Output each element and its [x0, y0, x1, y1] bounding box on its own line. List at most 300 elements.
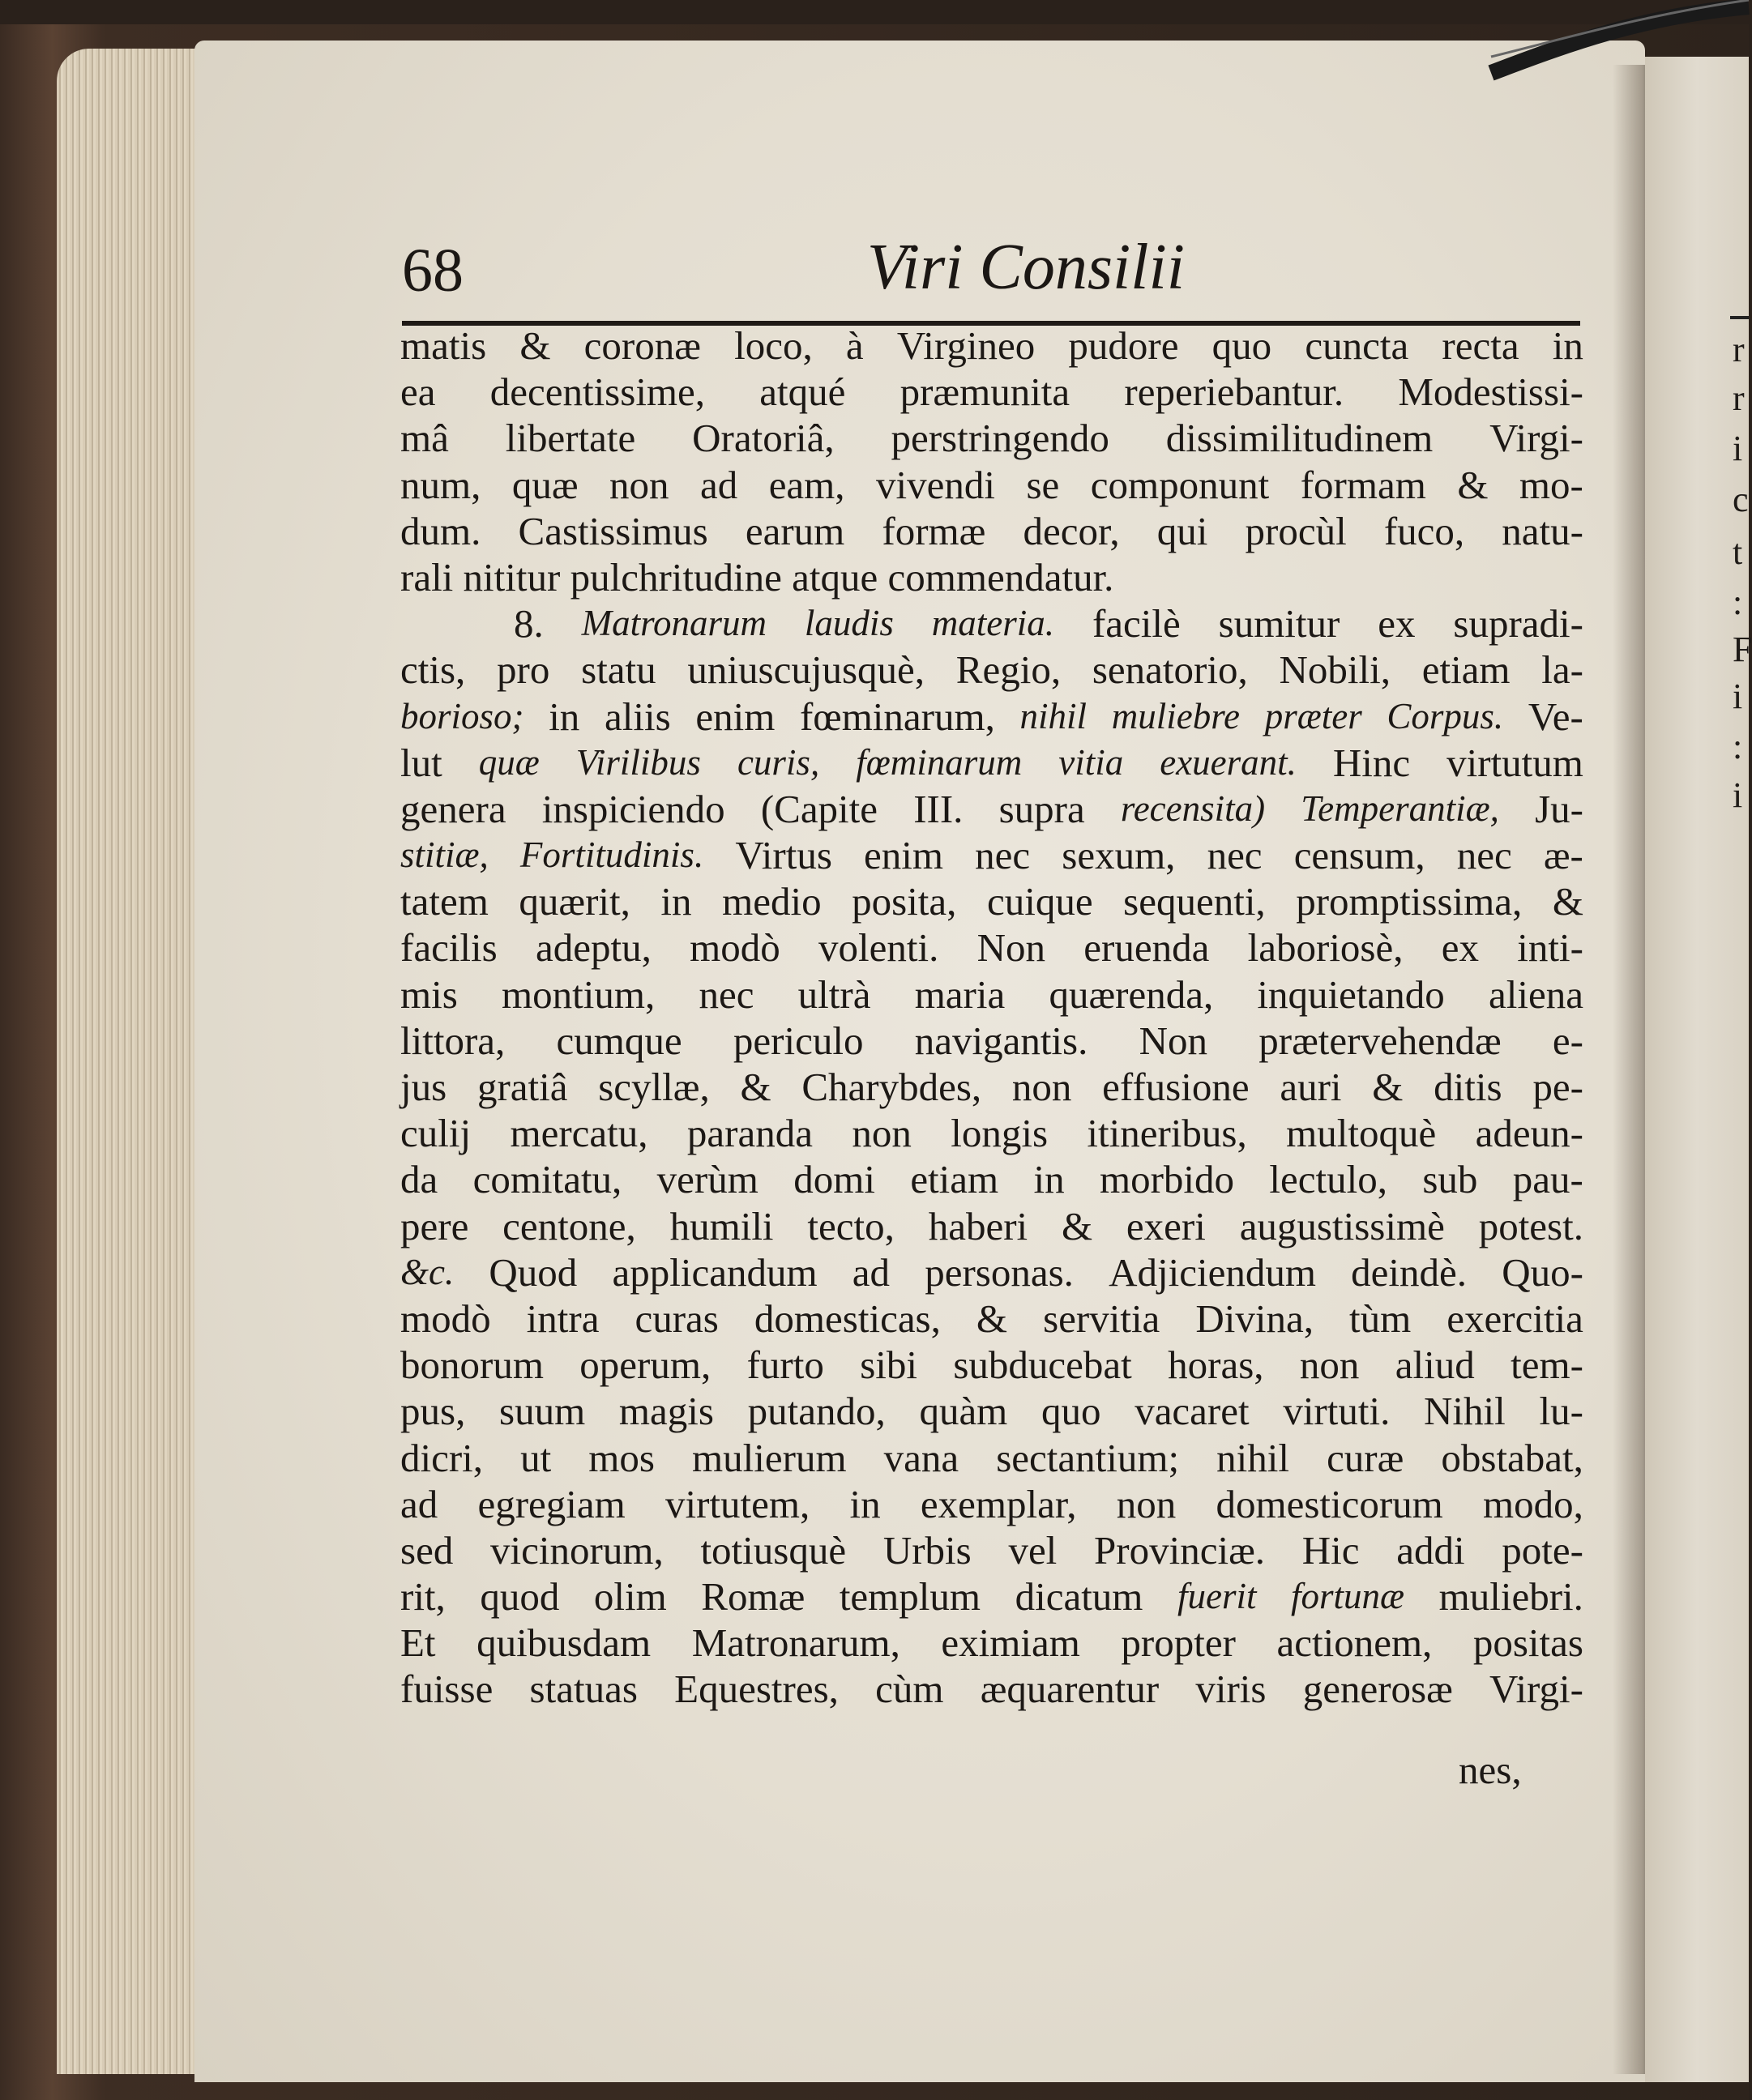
word: dicri,: [400, 1435, 484, 1480]
word: domi: [793, 1157, 875, 1202]
text-line: [400, 1481, 1583, 1527]
word: atque: [792, 554, 888, 600]
word: vivendi: [876, 462, 996, 507]
facing-page-rule: [1730, 316, 1749, 319]
word: vana: [883, 1435, 959, 1480]
word: natu-: [1502, 508, 1583, 553]
word: nititur: [463, 554, 570, 600]
text-line: [400, 1573, 1583, 1620]
word: fortunæ: [1291, 1576, 1405, 1617]
word: Charybdes,: [801, 1065, 982, 1109]
word: servitia: [1043, 1295, 1160, 1341]
word: volenti.: [818, 925, 939, 971]
word: auri: [1280, 1065, 1342, 1109]
word: lut: [400, 740, 442, 785]
word: personas.: [925, 1249, 1074, 1295]
catchword: nes,: [1459, 1748, 1522, 1792]
word: à: [845, 323, 864, 368]
word: Regio,: [955, 647, 1062, 693]
word: æquarentur: [980, 1667, 1160, 1712]
word: Castissimus: [518, 508, 708, 553]
word: Provinciæ.: [1094, 1527, 1266, 1573]
word: navigantis.: [914, 1018, 1088, 1063]
word: Hinc: [1332, 740, 1411, 785]
text-line: [400, 832, 1583, 878]
word: maria: [914, 971, 1006, 1017]
word: templum: [839, 1574, 981, 1620]
word: addi: [1396, 1527, 1465, 1573]
text-line: [400, 694, 1583, 740]
word: bonorum: [400, 1342, 544, 1388]
text-line: [400, 462, 1583, 508]
word: cuncta: [1305, 323, 1409, 368]
word: nec: [699, 971, 754, 1017]
word: longis: [951, 1111, 1049, 1156]
text-line: [400, 647, 1583, 693]
word: lu-: [1539, 1389, 1583, 1434]
word: nihil: [1019, 695, 1088, 736]
word: qui: [1156, 508, 1208, 553]
body-text: [400, 322, 1583, 1713]
word: senatorio,: [1092, 647, 1248, 693]
word: (Capite: [760, 786, 878, 831]
word: supra: [998, 786, 1085, 831]
word: pus,: [400, 1389, 466, 1434]
word: non: [852, 1111, 912, 1156]
word: non: [1299, 1342, 1360, 1388]
word: nihil: [1216, 1435, 1289, 1480]
word: Fortitudinis.: [519, 834, 704, 876]
facing-fragment: r: [1733, 378, 1745, 418]
word: fuerit: [1177, 1576, 1257, 1617]
word: fuisse: [400, 1667, 494, 1712]
word: formam: [1300, 462, 1426, 507]
word: Matronarum: [581, 603, 767, 644]
word: ad: [852, 1249, 891, 1295]
text-line: [400, 1342, 1583, 1388]
text-line: [400, 1249, 1583, 1295]
text-line: [400, 1018, 1583, 1064]
word: aliena: [1488, 971, 1583, 1017]
word: &c.: [400, 1251, 455, 1292]
word: medio: [722, 879, 822, 924]
word: perstringendo: [891, 416, 1109, 461]
word: ultrà: [797, 971, 871, 1017]
text-line: [400, 554, 1583, 600]
text-line: [400, 878, 1583, 924]
word: muliebre: [1111, 695, 1241, 736]
word: Ju-: [1535, 786, 1583, 831]
word: libertate: [505, 416, 636, 461]
word: præmunita: [900, 369, 1070, 415]
word: eam,: [768, 462, 845, 507]
word: Quod: [489, 1249, 578, 1295]
word: non: [609, 462, 669, 507]
text-line: [400, 1064, 1583, 1110]
word: supradi-: [1453, 601, 1583, 647]
word: scyllæ,: [598, 1065, 710, 1109]
word: suum: [499, 1389, 586, 1434]
word: adeptu,: [536, 925, 652, 971]
page-header: [402, 231, 1580, 320]
text-line: [400, 740, 1583, 786]
word: haberi: [928, 1203, 1028, 1248]
word: etiam: [910, 1157, 999, 1202]
text-line: [400, 1666, 1583, 1712]
word: itineribus,: [1087, 1111, 1247, 1156]
word: &: [976, 1295, 1008, 1341]
word: dum.: [400, 508, 481, 553]
word: muliebri.: [1438, 1574, 1583, 1620]
word: paranda: [686, 1111, 813, 1156]
word: totiusquè: [700, 1527, 847, 1573]
word: vel: [1008, 1527, 1058, 1573]
word: cuique: [986, 879, 1093, 924]
word: stitiæ,: [400, 834, 489, 876]
word: aliis: [604, 694, 671, 739]
word: formæ: [882, 508, 986, 553]
word: humili: [669, 1203, 774, 1248]
facing-fragment: t: [1733, 532, 1743, 572]
word: ex: [1441, 925, 1480, 971]
word: verùm: [656, 1157, 758, 1202]
facing-fragment: i: [1733, 677, 1743, 716]
word: Nihil: [1424, 1389, 1506, 1434]
text-line: [400, 1388, 1583, 1434]
word: vacaret: [1135, 1389, 1250, 1434]
word: tecto,: [807, 1203, 895, 1248]
word: potest.: [1478, 1203, 1583, 1248]
word: censum,: [1293, 833, 1425, 878]
facing-fragment: :: [1733, 727, 1743, 766]
word: statu: [581, 647, 656, 693]
word: dissimilitudinem: [1165, 416, 1434, 461]
word: da: [400, 1157, 438, 1202]
word: rali: [400, 554, 464, 600]
text-line: [400, 1295, 1583, 1342]
word: quæ: [511, 462, 579, 507]
word: adeun-: [1475, 1111, 1583, 1156]
word: quærit,: [519, 879, 630, 924]
word: inti-: [1517, 925, 1583, 971]
word: culij: [400, 1111, 472, 1156]
word: Non: [1139, 1018, 1208, 1063]
word: rit,: [400, 1574, 446, 1620]
word: loco,: [734, 323, 813, 368]
word: generosæ: [1302, 1667, 1453, 1712]
word: centone,: [502, 1203, 636, 1248]
text-line: [400, 322, 1583, 369]
word: laudis: [804, 603, 894, 644]
text-line: [400, 971, 1583, 1018]
word: augustissimè: [1239, 1203, 1445, 1248]
word: non: [1011, 1065, 1072, 1109]
word: facilis: [400, 925, 498, 971]
facing-fragment: i: [1733, 775, 1743, 815]
word: nec: [1456, 833, 1512, 878]
word: gratiâ: [476, 1065, 568, 1109]
word: positas: [1472, 1620, 1583, 1666]
facing-fragment: F: [1733, 630, 1752, 669]
word: sequenti,: [1123, 879, 1266, 924]
word: Temperantiæ,: [1301, 788, 1499, 829]
word: modo,: [1483, 1481, 1583, 1526]
word: Equestres,: [674, 1667, 839, 1712]
word: mercatu,: [510, 1111, 648, 1156]
word: pro: [497, 647, 550, 693]
word: pulchritudine: [570, 554, 793, 600]
word: reperiebantur.: [1124, 369, 1344, 415]
word: ut: [520, 1435, 552, 1480]
word: montium,: [502, 971, 656, 1017]
word: Hic: [1301, 1527, 1360, 1573]
word: &: [1552, 879, 1583, 924]
word: decentissime,: [489, 369, 706, 415]
word: Romæ: [701, 1574, 805, 1620]
word: recta: [1442, 323, 1519, 368]
word: borioso;: [400, 695, 524, 736]
word: &: [519, 323, 551, 368]
word: in: [849, 1481, 881, 1526]
word: &: [1457, 462, 1489, 507]
word: multoquè: [1286, 1111, 1437, 1156]
word: Urbis: [882, 1527, 972, 1573]
word: deindè.: [1351, 1249, 1468, 1295]
word: præter: [1264, 695, 1362, 736]
word: sub: [1422, 1157, 1478, 1202]
word: vitia: [1058, 741, 1124, 783]
word: æ-: [1543, 833, 1583, 878]
word: modò: [400, 1295, 491, 1341]
word: Virtus: [735, 833, 832, 878]
word: exeri: [1126, 1203, 1206, 1248]
word: promptissima,: [1296, 879, 1523, 924]
word: eximiam: [941, 1620, 1080, 1666]
word: pere: [400, 1203, 469, 1248]
word: procùl: [1245, 508, 1347, 553]
word: matis: [400, 323, 487, 368]
word: quod: [480, 1574, 560, 1620]
word: 8.: [514, 601, 544, 647]
facing-fragment: i: [1733, 429, 1743, 468]
bookmark-ribbon: [1491, 0, 1749, 89]
word: statuas: [529, 1667, 638, 1712]
facing-fragment: c: [1733, 480, 1749, 519]
word: ea: [400, 369, 436, 415]
word: mis: [400, 971, 458, 1017]
word: prætervehendæ: [1258, 1018, 1502, 1063]
word: curis,: [737, 741, 820, 783]
word: operum,: [579, 1342, 711, 1388]
word: virtutum: [1446, 740, 1583, 785]
word: coronæ: [583, 323, 701, 368]
word: decor,: [1023, 508, 1120, 553]
word: eruenda: [1083, 925, 1210, 971]
word: tùm: [1349, 1295, 1412, 1341]
word: morbido: [1100, 1157, 1235, 1202]
word: Divina,: [1195, 1295, 1314, 1341]
text-line: [400, 924, 1583, 971]
text-line: [400, 369, 1583, 415]
word: in: [549, 694, 580, 739]
word: Corpus.: [1387, 695, 1504, 736]
word: cùm: [875, 1667, 944, 1712]
word: subducebat: [953, 1342, 1132, 1388]
word: ad: [699, 462, 738, 507]
word: ad: [400, 1481, 438, 1526]
word: quæ: [478, 741, 540, 783]
word: virtutem,: [665, 1481, 810, 1526]
word: comitatu,: [472, 1157, 622, 1202]
word: enim: [864, 833, 943, 878]
word: inquietando: [1257, 971, 1445, 1017]
word: virtuti.: [1283, 1389, 1391, 1434]
word: exuerant.: [1160, 741, 1297, 783]
word: ex: [1378, 601, 1416, 647]
facing-fragment: :: [1733, 583, 1743, 622]
word: in: [660, 879, 692, 924]
word: III.: [913, 786, 964, 831]
word: atqué: [759, 369, 846, 415]
word: quo: [1211, 323, 1272, 368]
word: mulierum: [692, 1435, 847, 1480]
word: vicinorum,: [490, 1527, 664, 1573]
word: Matronarum,: [691, 1620, 900, 1666]
word: exemplar,: [920, 1481, 1077, 1526]
text-line: [400, 508, 1583, 554]
word: facilè: [1092, 601, 1181, 647]
word: inspiciendo: [541, 786, 725, 831]
word: olim: [593, 1574, 667, 1620]
facing-fragment: r: [1733, 330, 1745, 369]
word: sed: [400, 1527, 454, 1573]
word: pote-: [1502, 1527, 1583, 1573]
word: sumitur: [1218, 601, 1340, 647]
word: dicatum: [1015, 1574, 1143, 1620]
word: quo: [1041, 1389, 1101, 1434]
text-line: [400, 415, 1583, 461]
word: nec: [975, 833, 1031, 878]
word: la-: [1541, 647, 1583, 693]
word: aliud: [1395, 1342, 1475, 1388]
word: furto: [746, 1342, 824, 1388]
page-block-edge: [57, 49, 211, 2074]
word: nec: [1207, 833, 1263, 878]
word: Oratoriâ,: [692, 416, 835, 461]
word: in: [1033, 1157, 1065, 1202]
word: quàm: [919, 1389, 1008, 1434]
word: mo-: [1519, 462, 1583, 507]
word: Virgineo: [896, 323, 1036, 368]
word: domesticas,: [754, 1295, 941, 1341]
word: materia.: [931, 603, 1055, 644]
word: curæ: [1327, 1435, 1404, 1480]
word: fœminarum,: [799, 694, 995, 739]
word: littora,: [400, 1018, 506, 1063]
word: etiam: [1421, 647, 1511, 693]
word: Virgi-: [1489, 416, 1583, 461]
word: Quo-: [1502, 1249, 1583, 1295]
word: modò: [690, 925, 780, 971]
word: non: [1116, 1481, 1177, 1526]
word: uniuscujusquè,: [687, 647, 925, 693]
word: Modestissi-: [1398, 369, 1583, 415]
word: fœminarum: [856, 741, 1023, 783]
word: &: [1061, 1203, 1093, 1248]
text-line: [400, 1435, 1583, 1481]
word: lectulo,: [1269, 1157, 1387, 1202]
word: num,: [400, 462, 481, 507]
text-line: [400, 1527, 1583, 1573]
word: tatem: [400, 879, 489, 924]
word: earum: [745, 508, 845, 553]
word: &: [1372, 1065, 1404, 1109]
word: pau-: [1512, 1157, 1583, 1202]
word: effusione: [1102, 1065, 1250, 1109]
word: pe-: [1532, 1065, 1583, 1109]
word: propter: [1121, 1620, 1236, 1666]
word: mâ: [400, 416, 449, 461]
word: obstabat,: [1441, 1435, 1583, 1480]
word: Non: [976, 925, 1046, 971]
word: tem-: [1511, 1342, 1583, 1388]
word: egregiam: [477, 1481, 626, 1526]
page-number: 68: [402, 237, 464, 305]
word: quibusdam: [476, 1620, 652, 1666]
word: e-: [1552, 1018, 1583, 1063]
word: mos: [588, 1435, 655, 1480]
word: genera: [400, 786, 506, 831]
word: domesticorum: [1216, 1481, 1443, 1526]
word: applicandum: [612, 1249, 818, 1295]
word: intra: [526, 1295, 600, 1341]
word: &: [740, 1065, 771, 1109]
word: magis: [618, 1389, 714, 1434]
word: ditis: [1434, 1065, 1502, 1109]
word: jus: [400, 1065, 447, 1109]
word: posita,: [852, 879, 957, 924]
text-line: [400, 1620, 1583, 1666]
word: Adjiciendum: [1109, 1249, 1316, 1295]
word: enim: [695, 694, 776, 739]
word: actionem,: [1276, 1620, 1433, 1666]
word: fuco,: [1383, 508, 1465, 553]
word: viris: [1195, 1667, 1267, 1712]
word: sexum,: [1062, 833, 1176, 878]
text-line: [400, 600, 1583, 647]
text-line: [400, 1110, 1583, 1156]
word: se: [1026, 462, 1060, 507]
text-line: [400, 1156, 1583, 1202]
word: in: [1552, 323, 1583, 368]
word: cumque: [556, 1018, 682, 1063]
word: Virgi-: [1489, 1667, 1583, 1712]
text-line: [400, 786, 1583, 832]
word: curas: [635, 1295, 719, 1341]
word: commendatur.: [887, 554, 1114, 600]
word: Et: [400, 1620, 436, 1666]
running-title: Viri Consilii: [867, 232, 1185, 303]
word: recensita): [1120, 788, 1266, 829]
word: Nobili,: [1279, 647, 1391, 693]
word: laboriosè,: [1247, 925, 1404, 971]
word: ctis,: [400, 647, 466, 693]
word: componunt: [1090, 462, 1270, 507]
word: sectantium;: [996, 1435, 1180, 1480]
word: periculo: [733, 1018, 864, 1063]
word: Ve-: [1528, 694, 1583, 739]
word: horas,: [1168, 1342, 1264, 1388]
